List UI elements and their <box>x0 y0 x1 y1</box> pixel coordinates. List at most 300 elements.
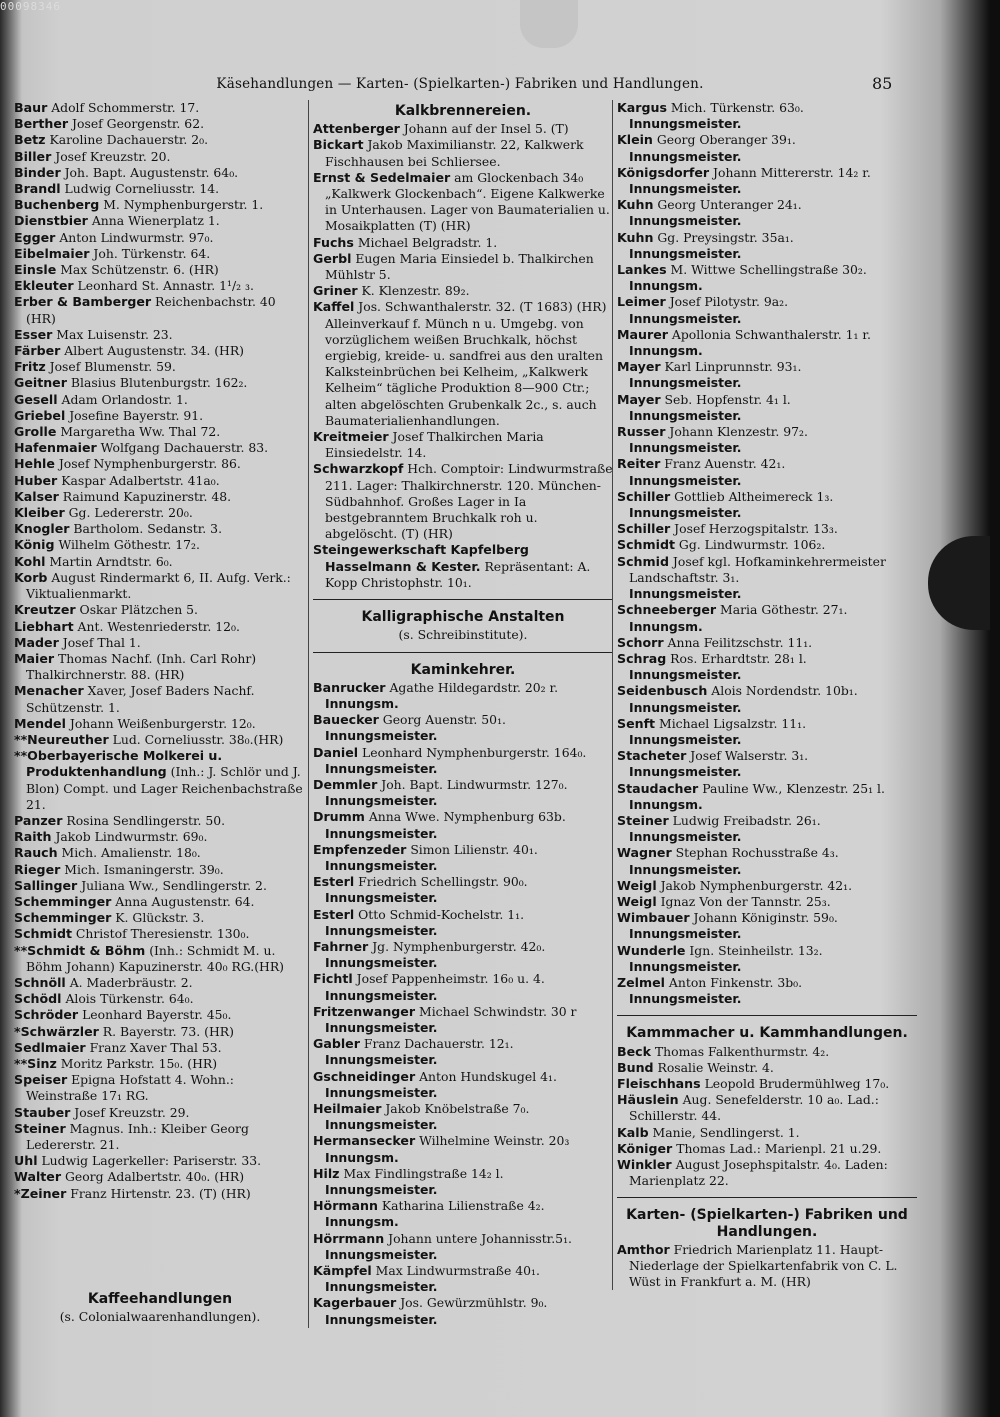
entry-details: Anna Wienerplatz 1. <box>87 213 220 229</box>
directory-entry <box>14 343 306 359</box>
entry-details: Otto Schmid-Kochelstr. 1₁. <box>354 906 525 922</box>
entry-name: Weigl <box>617 877 657 893</box>
entry-name: Attenberger <box>313 121 400 137</box>
entry-name: Schmidt <box>617 537 675 553</box>
entry-name: Kreutzer <box>14 602 76 618</box>
entry-name: Schemminger <box>14 893 112 909</box>
entry-guild-title: Innungsmeister. <box>629 440 742 456</box>
entry-name: Sedlmaier <box>14 1039 86 1055</box>
directory-entry <box>313 907 613 939</box>
directory-entry <box>617 521 917 537</box>
directory-entry <box>14 359 306 375</box>
entry-details: Josef Walserstr. 3₁. <box>686 748 809 764</box>
directory-entry <box>313 1166 613 1198</box>
directory-entry <box>14 926 306 942</box>
section-kaffeehandlungen <box>14 1288 306 1324</box>
entry-details: (Inh.: Schmidt M. u. Böhm Johann) Kapuzinerstr. 40₀ RG.(HR) <box>26 942 285 974</box>
directory-entry <box>14 375 306 391</box>
entry-guild-title: Innungsmeister. <box>325 987 438 1003</box>
directory-entry <box>313 299 613 429</box>
entry-name: Mader <box>14 634 59 650</box>
directory-entry <box>313 121 613 137</box>
section-heading: Kaffeehandlungen <box>87 1291 233 1307</box>
entry-name: Mayer <box>617 359 661 375</box>
directory-entry <box>617 878 917 894</box>
directory-entry <box>313 542 613 591</box>
entry-guild-title: Innungsmeister. <box>325 955 438 971</box>
entry-name: Fleischhans <box>617 1075 701 1091</box>
entry-details: Max Findlingstraße 14₂ l. <box>339 1165 504 1181</box>
directory-entry <box>14 862 306 878</box>
entry-name: *Schwärzler <box>14 1023 99 1039</box>
entry-name: Biller <box>14 148 52 164</box>
entry-name: Gschneidinger <box>313 1068 416 1084</box>
entry-details: Anna Feilitzschstr. 11₁. <box>663 634 813 650</box>
entry-name: Raith <box>14 829 52 845</box>
entry-name: Kalser <box>14 488 59 504</box>
entry-guild-title: Innungsmeister. <box>325 1311 438 1327</box>
directory-entry <box>14 878 306 894</box>
directory-entry <box>14 1056 306 1072</box>
directory-entry <box>14 521 306 537</box>
entry-name: Kreitmeier <box>313 429 389 445</box>
entry-details: Alois Nordendstr. 10b₁. <box>707 683 858 699</box>
entry-name: Liebhart <box>14 618 74 634</box>
entry-guild-title: Innungsmeister. <box>629 829 742 845</box>
entry-name: Berther <box>14 116 69 132</box>
entry-name: König <box>14 537 55 553</box>
entry-details: Leonhard St. Annastr. 1¹/₂ ₃. <box>73 278 254 294</box>
entry-details: Bartholom. Sedanstr. 3. <box>69 521 223 537</box>
directory-entry <box>14 213 306 229</box>
entry-guild-title: Innungsmeister. <box>629 731 742 747</box>
entry-details: Gg. Lindwurmstr. 106₂. <box>674 537 826 553</box>
entry-name: Wagner <box>617 845 672 861</box>
entry-details: Blasius Blutenburgstr. 162₂. <box>66 375 248 391</box>
entry-details: Rosalie Weinstr. 4. <box>653 1059 774 1075</box>
directory-entry <box>617 683 917 715</box>
directory-entry <box>617 1044 917 1060</box>
entry-details: M. Wittwe Schellingstraße 30₂. <box>666 262 867 278</box>
entry-details: Gottlieb Altheimereck 1₃. <box>670 488 834 504</box>
entry-name: Leimer <box>617 294 666 310</box>
directory-entry <box>313 1069 613 1101</box>
directory-entry <box>14 894 306 910</box>
entry-details: Ros. Erhardtstr. 28₁ l. <box>666 650 807 666</box>
entry-details: R. Bayerstr. 73. (HR) <box>98 1023 234 1039</box>
entry-guild-title: Innungsmeister. <box>629 116 742 132</box>
entry-details: Jakob Lindwurmstr. 69₀. <box>51 829 208 845</box>
entry-name: Klein <box>617 132 653 148</box>
entry-name: Eibelmaier <box>14 245 90 261</box>
directory-entry <box>14 570 306 602</box>
entry-guild-title: Innungsmeister. <box>325 1019 438 1035</box>
directory-entry <box>313 1004 613 1036</box>
entry-guild-title: Innungsmeister. <box>629 699 742 715</box>
entry-details: Thomas Falkenthurmstr. 4₂. <box>650 1043 830 1059</box>
directory-entry <box>14 473 306 489</box>
entry-details: Josefine Bayerstr. 91. <box>65 407 204 423</box>
entry-name: Banrucker <box>313 679 386 695</box>
entry-name: Staudacher <box>617 780 699 796</box>
entry-details: Max Lindwurmstraße 40₁. <box>371 1263 540 1279</box>
entry-details: Michael Belgradstr. 1. <box>353 234 498 250</box>
entry-details: Thomas Lad.: Marienpl. 21 u.29. <box>672 1140 882 1156</box>
entry-name: Menacher <box>14 683 84 699</box>
directory-entry <box>14 1007 306 1023</box>
entry-name: Maier <box>14 650 55 666</box>
entry-details: Martin Arndtstr. 6₀. <box>45 553 173 569</box>
entry-name: **Sinz <box>14 1055 57 1071</box>
directory-entry <box>14 116 306 132</box>
entry-name: Senft <box>617 715 656 731</box>
directory-entry <box>313 842 613 874</box>
entry-name: Hehle <box>14 456 55 472</box>
entry-name: Hilz <box>313 1165 340 1181</box>
directory-entry <box>313 251 613 283</box>
section-divider <box>313 599 613 600</box>
entry-details: Wolfgang Dachauerstr. 83. <box>96 440 269 456</box>
entry-details: Mich. Amalienstr. 18₀. <box>57 845 201 861</box>
entry-name: Uhl <box>14 1153 38 1169</box>
entry-name: Heilmaier <box>313 1100 382 1116</box>
directory-entry <box>14 619 306 635</box>
entry-details: Friedrich Schellingstr. 90₀. <box>354 874 528 890</box>
entry-name: Bauecker <box>313 712 379 728</box>
entry-details: Juliana Ww., Sendlingerstr. 2. <box>77 877 267 893</box>
entry-name: Esterl <box>313 874 355 890</box>
entry-details: Rosina Sendlingerstr. 50. <box>62 812 226 828</box>
entry-details: Mich. Ismaningerstr. 39₀. <box>60 861 224 877</box>
entry-name: Buchenberg <box>14 197 100 213</box>
entry-details: Johann Königinstr. 59₀. <box>689 910 838 926</box>
entry-name: Kalb <box>617 1124 649 1140</box>
directory-entry <box>617 294 917 326</box>
entry-name: Seidenbusch <box>617 683 708 699</box>
directory-entry <box>313 1101 613 1133</box>
entry-name: Beck <box>617 1043 651 1059</box>
directory-entry <box>14 424 306 440</box>
entry-details: Ign. Steinheilstr. 13₂. <box>685 942 823 958</box>
directory-entry <box>14 813 306 829</box>
directory-entry <box>617 262 917 294</box>
entry-guild-title: Innungsmeister. <box>629 407 742 423</box>
entry-details: Michael Ligsalzstr. 11₁. <box>655 715 807 731</box>
entry-name: Maurer <box>617 326 668 342</box>
directory-entry <box>14 1121 306 1153</box>
column-2 <box>308 100 613 1328</box>
entry-details: August Josephspitalstr. 4₀. Laden: Marienplatz 22. <box>629 1157 888 1189</box>
directory-entry <box>14 489 306 505</box>
directory-entry <box>617 1060 917 1076</box>
entry-details: Joh. Bapt. Lindwurmstr. 127₀. <box>377 776 568 792</box>
directory-entry <box>313 874 613 906</box>
entry-name: Empfenzeder <box>313 841 407 857</box>
directory-entry <box>617 132 917 164</box>
entry-details: Franz Auenstr. 42₁. <box>660 456 786 472</box>
entry-name: **Neureuther <box>14 731 109 747</box>
entry-name: Sallinger <box>14 877 78 893</box>
entry-name: Bickart <box>313 137 364 153</box>
entry-details: Anton Lindwurmstr. 97₀. <box>55 229 214 245</box>
directory-entry <box>313 712 613 744</box>
entry-details: Christof Theresienstr. 130₀. <box>71 926 250 942</box>
entry-details: Josef Kreuzstr. 20. <box>51 148 171 164</box>
entry-name: Reiter <box>617 456 661 472</box>
entry-details: Michael Schwindstr. 30 r <box>415 1003 577 1019</box>
directory-entry <box>617 894 917 910</box>
entry-guild-title: Innungsm. <box>629 796 703 812</box>
entry-details: Ant. Westenriederstr. 12₀. <box>73 618 240 634</box>
entry-name: Drumm <box>313 809 365 825</box>
directory-entry <box>617 327 917 359</box>
entry-guild-title: Innungsm. <box>629 278 703 294</box>
entry-name: Hörrmann <box>313 1230 385 1246</box>
entry-details: Thomas Nachf. (Inh. Carl Rohr) Thalkirchnerstr. 88. (HR) <box>26 650 257 683</box>
entry-guild-title: Innungsmeister. <box>325 760 438 776</box>
directory-entry <box>14 943 306 975</box>
directory-entry <box>14 716 306 732</box>
entry-guild-title: Innungsmeister. <box>325 922 438 938</box>
entry-name: Fichtl <box>313 971 353 987</box>
section-note: (s. Colonialwaarenhandlungen). <box>59 1309 261 1324</box>
directory-entry <box>14 845 306 861</box>
entry-name: Schneeberger <box>617 602 717 618</box>
entry-guild-title: Innungsmeister. <box>325 728 438 744</box>
directory-entry <box>617 716 917 748</box>
entry-name: Speiser <box>14 1072 68 1088</box>
entry-details: Josef kgl. Hofkaminkehrermeister Landschaftstr. 3₁. <box>629 553 886 585</box>
entry-details: Johann Klenzestr. 97₂. <box>665 424 808 440</box>
directory-entry <box>313 137 613 169</box>
entry-details: Pauline Ww., Klenzestr. 25₁ l. <box>698 780 885 796</box>
entry-name: Schödl <box>14 991 62 1007</box>
directory-entry <box>617 230 917 262</box>
directory-entry <box>14 327 306 343</box>
entry-guild-title: Innungsmeister. <box>629 861 742 877</box>
directory-entry <box>617 100 917 132</box>
entry-guild-title: Innungsmeister. <box>325 890 438 906</box>
directory-entry <box>617 537 917 553</box>
entry-details: Alois Türkenstr. 64₀. <box>61 991 194 1007</box>
entry-details: Jakob Maximilianstr. 22, Kalkwerk Fischhausen bei Schliersee. <box>325 137 584 169</box>
directory-entry <box>14 100 306 116</box>
entry-guild-title: Innungsmeister. <box>629 148 742 164</box>
entry-guild-title: Innungsmeister. <box>629 667 742 683</box>
entry-name: Kohl <box>14 553 46 569</box>
entry-name: Steiner <box>617 812 669 828</box>
entry-details: Johann Mittererstr. 14₂ r. <box>709 164 871 180</box>
directory-entry <box>313 1231 613 1263</box>
entry-name: Geitner <box>14 375 67 391</box>
entry-name: Demmler <box>313 776 378 792</box>
entry-name: Kargus <box>617 100 667 115</box>
directory-entry <box>617 602 917 634</box>
directory-entry <box>313 1036 613 1068</box>
entry-name: Egger <box>14 229 56 245</box>
entry-guild-title: Innungsmeister. <box>325 1246 438 1262</box>
section-divider <box>617 1197 917 1198</box>
directory-entry <box>14 456 306 472</box>
entry-name: Kuhn <box>617 197 654 213</box>
entry-guild-title: Innungsmeister. <box>629 375 742 391</box>
entry-name: Gerbl <box>313 250 352 266</box>
directory-entry <box>617 1092 917 1124</box>
entry-details: Maria Göthestr. 27₁. <box>716 602 848 618</box>
entry-name: Wunderle <box>617 942 686 958</box>
entry-name: Binder <box>14 164 61 180</box>
entry-details: Adam Orlandostr. 1. <box>57 391 188 407</box>
entry-details: Repräsentant: A. Kopp Christophstr. 10₁. <box>325 558 591 590</box>
entry-name: Steingewerkschaft Kapfelberg Hasselmann & Kester. <box>313 542 529 574</box>
entry-name: Hörmann <box>313 1198 378 1214</box>
entry-name: Russer <box>617 424 666 440</box>
entry-details: Katharina Lilienstraße 4₂. <box>377 1198 545 1214</box>
section-divider <box>313 652 613 653</box>
entry-name: Panzer <box>14 812 63 828</box>
entry-guild-title: Innungsmeister. <box>629 213 742 229</box>
entry-guild-title: Innungsm. <box>325 1214 399 1230</box>
directory-entry <box>617 1157 917 1189</box>
directory-entry <box>617 748 917 780</box>
entry-details: Georg Auenstr. 50₁. <box>378 712 506 728</box>
entry-details: Jakob Nymphenburgerstr. 42₁. <box>656 877 853 893</box>
register-tab-cutout <box>928 536 990 630</box>
entry-name: Steiner <box>14 1120 66 1136</box>
directory-entry <box>313 283 613 299</box>
directory-entry <box>14 1024 306 1040</box>
entry-details: Josef Herzogspitalstr. 13₃. <box>670 521 838 537</box>
entry-name: Häuslein <box>617 1092 679 1108</box>
entry-details: Anton Hundskugel 4₁. <box>415 1068 557 1084</box>
entry-details: Raimund Kapuzinerstr. 48. <box>58 488 232 504</box>
entry-guild-title: Innungsmeister. <box>629 764 742 780</box>
entry-guild-title: Innungsmeister. <box>629 586 742 602</box>
directory-entry <box>617 910 917 942</box>
entry-details: K. Klenzestr. 89₂. <box>357 283 470 299</box>
directory-entry <box>617 392 917 424</box>
entry-details: Anna Wwe. Nymphenburg 63b. <box>364 809 566 825</box>
entry-name: Kämpfel <box>313 1263 372 1279</box>
entry-details: Josef Pilotystr. 9a₂. <box>665 294 789 310</box>
entry-name: Rieger <box>14 861 61 877</box>
running-head: Käsehandlungen — Karten- (Spielkarten-) Fabriken und Handlungen. <box>216 76 704 92</box>
entry-guild-title: Innungsmeister. <box>629 181 742 197</box>
entry-name: Stacheter <box>617 748 687 764</box>
directory-entry <box>14 537 306 553</box>
directory-entry <box>14 132 306 148</box>
entry-guild-title: Innungsmeister. <box>325 857 438 873</box>
kalkbrennereien-list <box>313 121 613 591</box>
entry-details: Mich. Türkenstr. 63₀. <box>666 100 804 115</box>
entry-name: Einsle <box>14 262 57 278</box>
entry-guild-title: Innungsm. <box>325 1149 399 1165</box>
entry-details: Ignaz Von der Tannstr. 25₃. <box>656 893 831 909</box>
directory-entry <box>313 680 613 712</box>
entry-name: Mendel <box>14 715 66 731</box>
directory-entry <box>313 1133 613 1165</box>
directory-entry <box>14 230 306 246</box>
directory-entry <box>14 149 306 165</box>
entry-details: Franz Xaver Thal 53. <box>85 1039 222 1055</box>
entry-details: Karoline Dachauerstr. 2₀. <box>45 132 209 148</box>
entry-details: am Glockenbach 34₀ „Kalkwerk Glockenbach“. Eigene Kalkwerke in Unterhausen. Lager von Baumaterialien u. Mosaikplatten (T) (HR) <box>325 169 610 234</box>
entry-guild-title: Innungsmeister. <box>325 1182 438 1197</box>
directory-entry <box>313 235 613 251</box>
entry-name: Fuchs <box>313 234 354 250</box>
entry-details: Epigna Hofstatt 4. Wohn.: Weinstraße 17₁ RG. <box>26 1072 234 1104</box>
entry-details: M. Nymphenburgerstr. 1. <box>99 197 264 213</box>
entry-name: Schnöll <box>14 974 66 990</box>
directory-entry <box>313 1295 613 1327</box>
scan-id-label: 00098346 <box>0 0 61 13</box>
entry-guild-title: Innungsmeister. <box>629 505 742 521</box>
entry-details: Reichenbachstr. 40 (HR) <box>26 294 276 326</box>
directory-entry <box>14 1072 306 1104</box>
entry-name: Königer <box>617 1140 673 1156</box>
directory-entry <box>313 461 613 542</box>
entry-guild-title: Innungsmeister. <box>629 958 742 974</box>
directory-entry <box>14 651 306 683</box>
entry-details: Jg. Nymphenburgerstr. 42₀. <box>368 938 546 954</box>
directory-entry <box>14 440 306 456</box>
entry-name: Gesell <box>14 391 58 407</box>
entry-guild-title: Innungsmeister. <box>629 991 742 1007</box>
entry-details: Seb. Hopfenstr. 4₁ l. <box>660 391 791 407</box>
entry-name: Schwarzkopf <box>313 461 404 477</box>
entry-details: Wilhelmine Weinstr. 20₃ <box>415 1133 570 1149</box>
directory-entry <box>617 489 917 521</box>
entry-details: August Rindermarkt 6, II. Aufg. Verk.: Viktualienmarkt. <box>26 569 291 602</box>
entry-details: Johann Weißenburgerstr. 12₀. <box>65 715 256 731</box>
entry-name: Königsdorfer <box>617 164 710 180</box>
directory-entry <box>617 845 917 877</box>
entry-guild-title: Innungsmeister. <box>629 926 742 942</box>
directory-entry <box>14 1153 306 1169</box>
entry-guild-title: Innungsmeister. <box>629 310 742 326</box>
entry-details: Joh. Türkenstr. 64. <box>89 245 211 261</box>
entry-name: Schmidt <box>14 926 72 942</box>
entry-name: **Schmidt & Böhm <box>14 942 146 958</box>
directory-entry <box>313 971 613 1003</box>
entry-name: Griner <box>313 283 358 299</box>
directory-entry <box>617 781 917 813</box>
entry-details: Joh. Bapt. Augustenstr. 64₀. <box>60 164 239 180</box>
section-heading-kalkbrennereien: Kalkbrennereien. <box>394 103 532 119</box>
entry-details: Margaretha Ww. Thal 72. <box>56 424 221 440</box>
directory-entry <box>313 1263 613 1295</box>
directory-entry <box>617 813 917 845</box>
entry-details: Josef Kreuzstr. 29. <box>70 1104 190 1120</box>
entry-guild-title: Innungsmeister. <box>325 825 438 841</box>
entry-guild-title: Innungsmeister. <box>325 1279 438 1295</box>
entry-name: Baur <box>14 100 48 115</box>
entry-name: Esterl <box>313 906 355 922</box>
directory-entry <box>14 910 306 926</box>
entry-details: Gg. Ledererstr. 20₀. <box>64 505 193 521</box>
directory-entry <box>617 359 917 391</box>
directory-entry <box>617 197 917 229</box>
entry-details: Max Schützenstr. 6. (HR) <box>56 262 219 278</box>
directory-entry <box>617 1125 917 1141</box>
entry-details: Apollonia Schwanthalerstr. 1₁ r. <box>667 326 871 342</box>
entry-name: Hafenmaier <box>14 440 97 456</box>
directory-entry <box>14 197 306 213</box>
directory-entry <box>14 408 306 424</box>
directory-entry <box>617 943 917 975</box>
entry-name: Färber <box>14 343 61 359</box>
entry-details: Josef Thalkirchen Maria Einsiedelstr. 14. <box>325 429 544 461</box>
